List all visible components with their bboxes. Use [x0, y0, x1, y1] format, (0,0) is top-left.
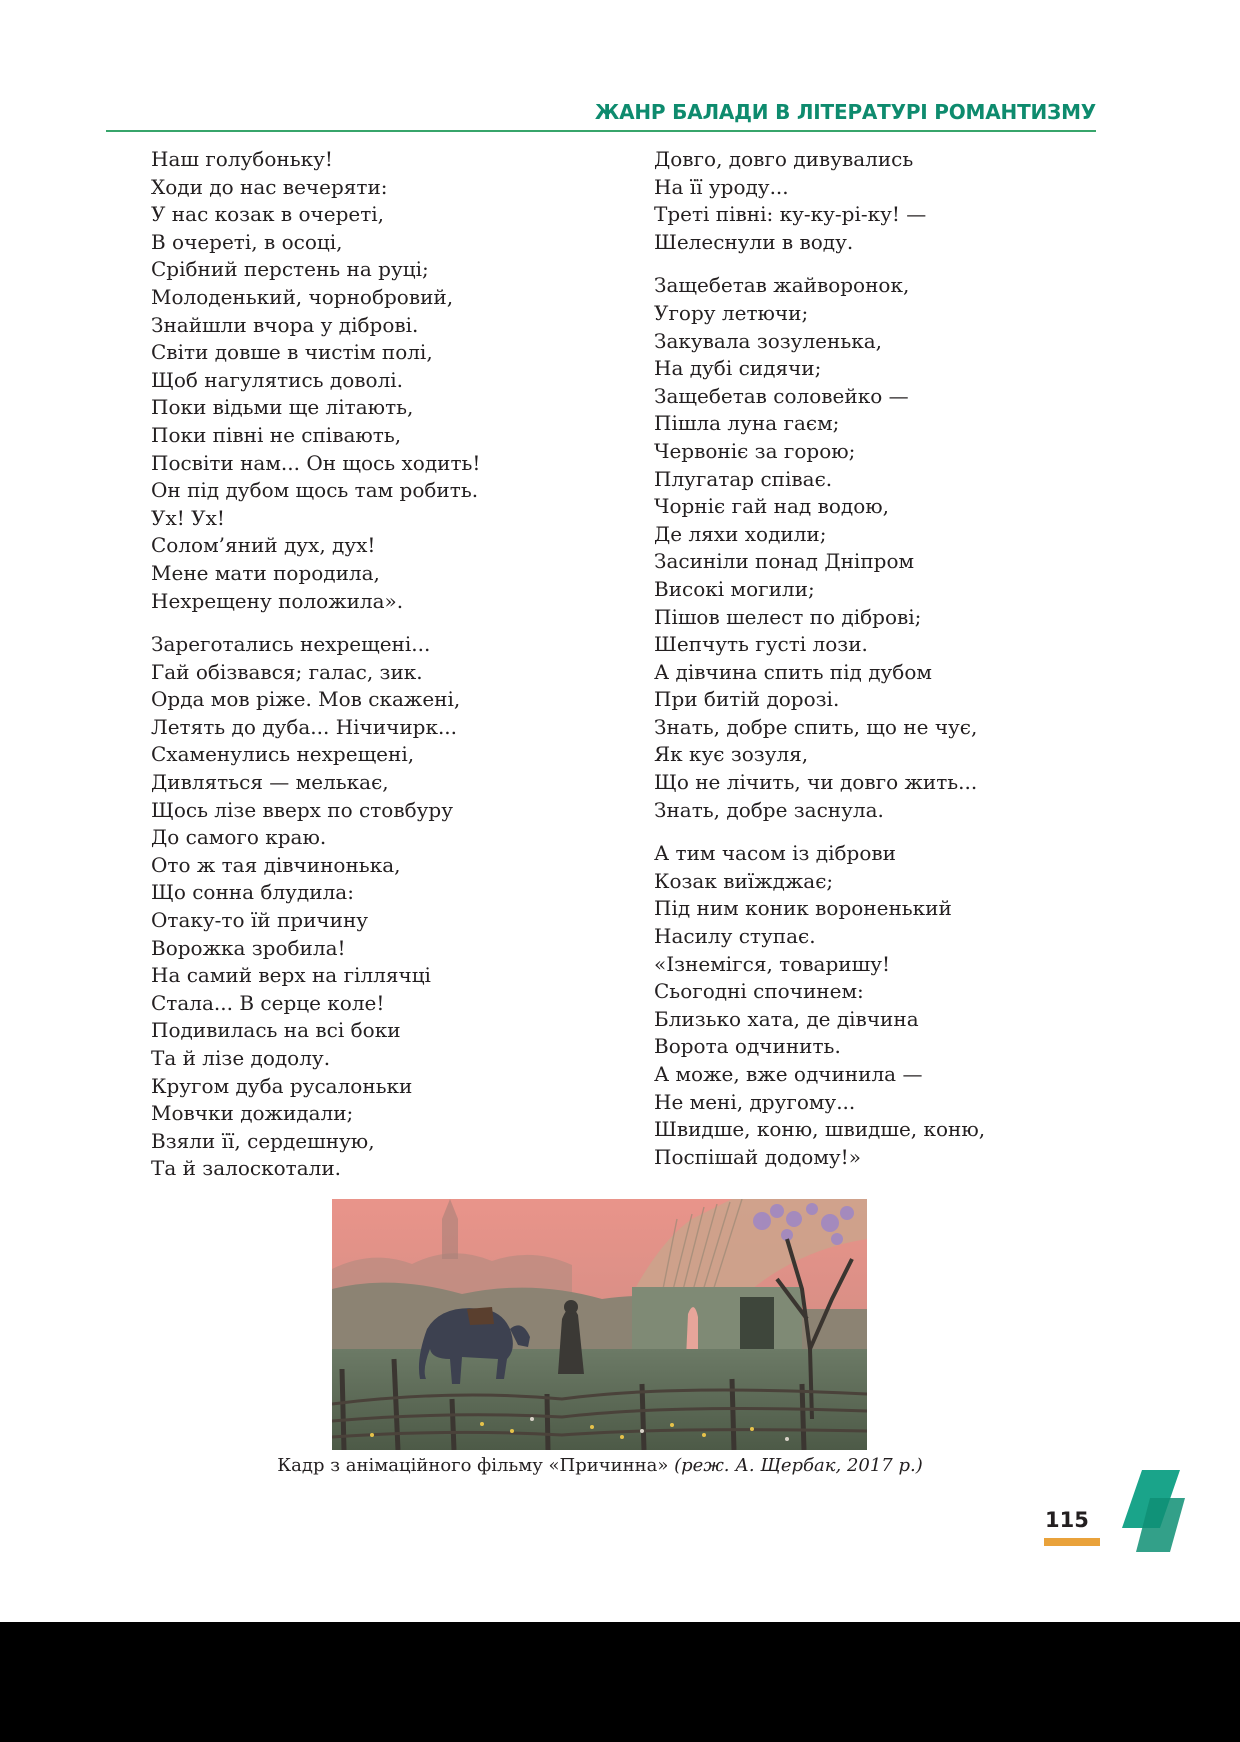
poem-line: А дівчина спить під дубом — [654, 659, 932, 684]
poem-line: Подивилась на всі боки — [151, 1018, 401, 1043]
stanza — [654, 272, 985, 824]
poem-line: Поспішай додому!» — [654, 1144, 861, 1169]
poem-line: Зареготались нехрещені... — [151, 632, 431, 657]
poem-left-column — [151, 146, 480, 1183]
poem-line: Защебетав соловейко — — [654, 383, 909, 408]
poem-line: Треті півні: ку-ку-рі-ку! — — [654, 202, 927, 227]
poem-line: Шелеснули в воду. — [654, 229, 854, 254]
poem-line: Козак виїжджає; — [654, 868, 834, 893]
illustration-caption — [0, 1455, 1200, 1476]
poem-line: Як кує зозуля, — [654, 742, 809, 767]
poem-line: Світи довше в чистім полі, — [151, 340, 433, 365]
stanza — [151, 146, 480, 615]
poem-line: Довго, довго дивувались — [654, 147, 914, 171]
poem-line: Пішов шелест по діброві; — [654, 604, 922, 629]
caption-main: Кадр з анімаційного фільму «Причинна» — [277, 1455, 675, 1476]
poem-line: Плугатар співає. — [654, 466, 833, 491]
poem-line: Ворота одчинить. — [654, 1034, 841, 1059]
poem-line: Закувала зозуленька, — [654, 328, 882, 353]
poem-line: На дубі сидячи; — [654, 356, 822, 381]
poem-line: При битій дорозі. — [654, 687, 840, 712]
poem-right-column — [654, 146, 985, 1171]
poem-line: У нас козак в очереті, — [151, 202, 385, 227]
poem-line: Посвіти нам... Он щось ходить! — [151, 450, 481, 475]
poem-line: Защебетав жайворонок, — [654, 273, 910, 298]
caption-credit: (реж. А. Щербак, 2017 р.) — [674, 1455, 923, 1476]
poem-line: Під ним коник вороненький — [654, 896, 952, 921]
poem-line: Насилу ступає. — [654, 924, 816, 949]
poem-line: На її уроду... — [654, 174, 789, 199]
poem-line: Кругом дуба русалоньки — [151, 1073, 413, 1098]
poem-line: Орда мов ріже. Мов скажені, — [151, 687, 461, 712]
poem-line: Не мені, другому... — [654, 1089, 856, 1114]
poem-line: Близько хата, де дівчина — [654, 1006, 919, 1031]
poem-line: Стала... В серце коле! — [151, 990, 385, 1015]
running-header — [106, 96, 1096, 132]
stanza — [654, 146, 985, 256]
page-number-accent — [1044, 1538, 1100, 1546]
poem-line: Ух! Ух! — [151, 505, 225, 530]
poem-line: Взяли її, сердешную, — [151, 1128, 375, 1153]
poem-line: Знайшли вчора у діброві. — [151, 312, 419, 337]
poem-line: Чорніє гай над водою, — [654, 494, 890, 519]
illustration-art — [332, 1199, 867, 1450]
poem-line: Поки півні не співають, — [151, 422, 402, 447]
poem-line: Знать, добре заснула. — [654, 797, 884, 822]
poem-line: Поки відьми ще літають, — [151, 395, 414, 420]
poem-line: Високі могили; — [654, 576, 815, 601]
poem-line: Та й залоскотали. — [151, 1156, 342, 1181]
poem-line: Знать, добре спить, що не чує, — [654, 714, 978, 739]
poem-line: Солом’яний дух, дух! — [151, 533, 376, 558]
film-still-illustration — [332, 1199, 867, 1450]
bottom-black-band — [0, 1622, 1240, 1742]
poem-line: Шепчуть густі лози. — [654, 632, 868, 657]
poem-line: Ото ж тая дівчинонька, — [151, 852, 401, 877]
poem-line: Нехрещену положила». — [151, 588, 404, 613]
poem-line: В очереті, в осоці, — [151, 229, 343, 254]
page-number: 115 — [1045, 1508, 1089, 1532]
poem-line: Швидше, коню, швидше, коню, — [654, 1117, 986, 1142]
poem-line: Наш голубоньку! — [151, 147, 333, 171]
stanza — [151, 631, 480, 1183]
poem-line: Де ляхи ходили; — [654, 521, 827, 546]
poem-line: До самого краю. — [151, 825, 327, 850]
poem-line: А може, вже одчинила — — [654, 1062, 923, 1086]
header-title: ЖАНР БАЛАДИ В ЛІТЕРАТУРІ РОМАНТИЗМУ — [594, 100, 1096, 124]
page-corner-mark — [1120, 1470, 1192, 1552]
poem-line: Угору летючи; — [654, 300, 809, 325]
poem-line: Он під дубом щось там робить. — [151, 478, 479, 503]
poem-line: На самий верх на гіллячці — [151, 963, 431, 988]
poem-line: Гай обізвався; галас, зик. — [151, 659, 423, 684]
poem-line: Щось лізе вверх по стовбуру — [151, 797, 453, 822]
poem-line: Мовчки дожидали; — [151, 1101, 354, 1126]
poem-line: Мене мати породила, — [151, 560, 380, 585]
poem-line: Сьогодні спочинем: — [654, 979, 864, 1004]
poem-line: Що сонна блудила: — [151, 880, 354, 905]
poem-line: Схаменулись нехрещені, — [151, 742, 415, 767]
poem-line: Ходи до нас вечеряти: — [151, 174, 388, 199]
poem-line: Дивляться — мелькає, — [151, 770, 389, 795]
poem-line: Отаку-то їй причину — [151, 908, 369, 933]
poem-line: Та й лізе додолу. — [151, 1046, 331, 1070]
stanza — [654, 840, 985, 1171]
poem-line: Засиніли понад Дніпром — [654, 549, 915, 574]
poem-line: Щоб нагулятись доволі. — [151, 367, 404, 392]
poem-line: «Ізнемігся, товаришу! — [654, 951, 890, 976]
poem-line: Що не лічить, чи довго жить... — [654, 770, 978, 795]
poem-line: Пішла луна гаєм; — [654, 411, 840, 436]
poem-line: Ворожка зробила! — [151, 935, 346, 960]
poem-line: Червоніє за горою; — [654, 438, 856, 463]
poem-line: А тим часом із діброви — [654, 841, 896, 866]
poem-line: Молоденький, чорнобровий, — [151, 284, 454, 309]
poem-line: Срібний перстень на руці; — [151, 257, 429, 282]
poem-line: Летять до дуба... Нічичирк... — [151, 714, 458, 739]
